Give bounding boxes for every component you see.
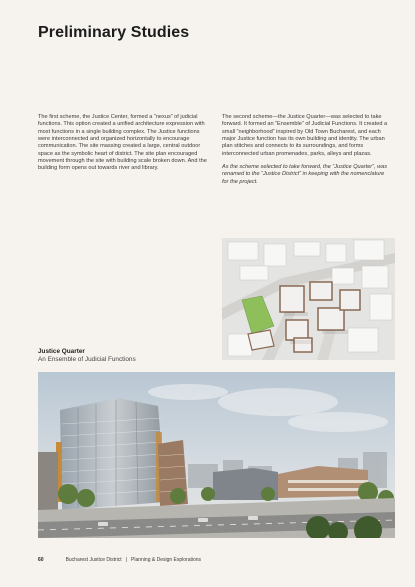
page-title: Preliminary Studies (38, 24, 190, 41)
footer-separator: | (125, 557, 128, 563)
image-caption (38, 348, 136, 364)
left-paragraph: The first scheme, the Justice Center, formed a “nexus” of judicial functions. This option created a unified architecture expression with most functions in a single building complex. The Justice functions were interconnected and organized horizontally to encourage communication. The site massing created a large, central outdoor space as the symbolic heart of district. The site plan encouraged movement through the site with building scale broken down. And the building form opens out towards river and library. (38, 114, 207, 172)
right-paragraph: The second scheme—the Justice Quarter—was selected to take forward. It formed an “Ensemble” of Judicial Functions. It created a small “neighborhood” inspired by Old Town Bucharest, and each major Justice function has its own building and identity. The urban plan stitches and connects to its surroundings, and forms interconnected urban promenades, parks, alleys and plazas. (222, 114, 388, 157)
site-plan-massing-image (222, 238, 395, 360)
architectural-rendering-image (38, 372, 395, 538)
footer-section: Planning & Design Explorations (131, 557, 202, 563)
left-text-column (38, 114, 208, 179)
footer-project: Bucharest Justice District (65, 557, 122, 563)
caption-title: Justice Quarter (38, 348, 85, 355)
right-note: As the scheme selected to take forward, the “Justice Quarter”, was renamed to the “Justice District” in keeping with the nomenclature for the project. (222, 164, 388, 185)
page-footer (38, 557, 201, 563)
caption-subtitle: An Ensemble of Judicial Functions (38, 356, 136, 363)
page-number: 60 (38, 557, 44, 563)
right-text-column (222, 114, 390, 192)
